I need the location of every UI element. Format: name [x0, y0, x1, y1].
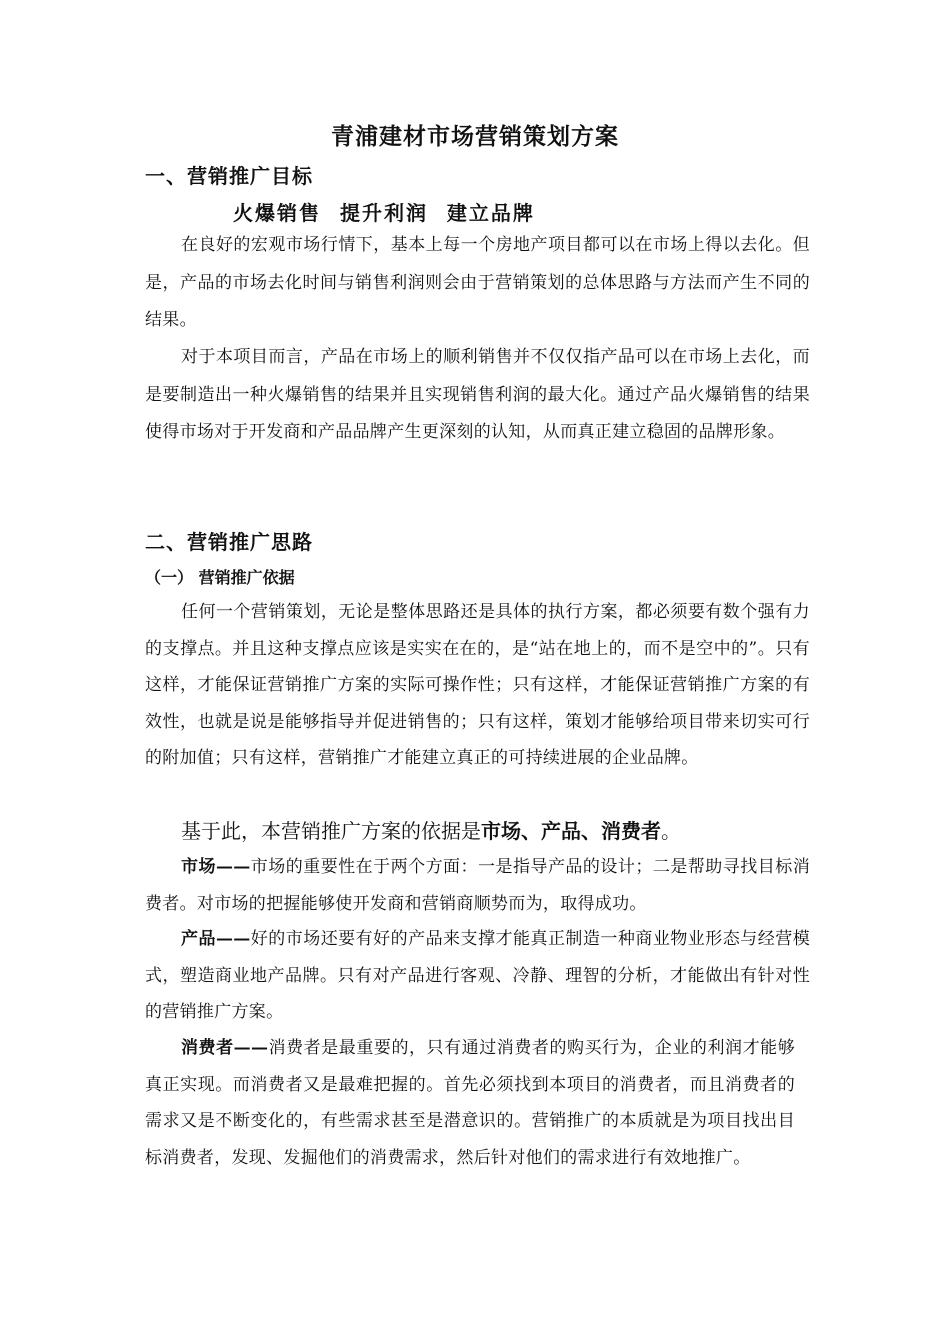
document-title: 青浦建材市场营销策划方案 [331, 123, 619, 150]
consumer-label: 消费者—— [181, 1038, 269, 1058]
product-label: 产品—— [181, 929, 251, 949]
basis-statement [181, 815, 681, 844]
basis-prefix: 基于此，本营销推广方案的依据是 [181, 819, 481, 843]
consumer-paragraph [145, 1030, 795, 1176]
section-1-slogan: 火爆销售 提升利润 建立品牌 [233, 201, 535, 225]
product-text: 好的市场还要有好的产品来支撑才能真正制造一种商业物业形态与经营模式，塑造商业地产品牌。只有对产品进行客观、冷静、理智的分析，才能做出有针对性的营销推广方案。 [145, 929, 810, 1022]
section-1-paragraph-2: 对于本项目而言，产品在市场上的顺利销售并不仅仅指产品可以在市场上去化，而是要制造出一种火爆销售的结果并且实现销售利润的最大化。通过产品火爆销售的结果使得市场对于开发商和产品品牌产生更深刻的认知，从而真正建立稳固的品牌形象。 [145, 347, 810, 442]
basis-suffix: 。 [661, 819, 681, 843]
section-2-heading: 二、营销推广思路 [145, 530, 313, 554]
basis-bold: 市场、产品、消费者 [481, 819, 661, 843]
market-text: 市场的重要性在于两个方面：一是指导产品的设计；二是帮助寻找目标消费者。对市场的把握能够使开发商和营销商顺势而为，取得成功。 [145, 857, 810, 914]
section-1-paragraph-1: 在良好的宏观市场行情下，基本上每一个房地产项目都可以在市场上得以去化。但是，产品的市场去化时间与销售利润则会由于营销策划的总体思路与方法而产生不同的结果。 [145, 235, 810, 330]
section-2-paragraph-1: 任何一个营销策划，无论是整体思路还是具体的执行方案，都必须要有数个强有力的支撑点。并且这种支撑点应该是实实在在的，是“站在地上的，而不是空中的”。只有这样，才能保证营销推广方案的实际可操作性；只有这样，才能保证营销推广方案的有效性，也就是说是能够指导并促进销售的；只有这样，策划才能够给项目带来切实可行的附加值；只有这样，营销推广才能建立真正的可持续进展的企业品牌。 [145, 602, 810, 768]
market-paragraph [145, 849, 810, 922]
market-label: 市场—— [181, 857, 251, 877]
section-1-heading: 一、营销推广目标 [145, 164, 313, 188]
section-2-subheading-1: （一） 营销推广依据 [145, 568, 295, 587]
product-paragraph [145, 921, 810, 1031]
consumer-text: 消费者是最重要的，只有通过消费者的购买行为，企业的利润才能够真正实现。而消费者又是最难把握的。首先必须找到本项目的消费者，而且消费者的需求又是不断变化的，有些需求甚至是潜意识的。营销推广的本质就是为项目找出目标消费者，发现、发掘他们的消费需求，然后针对他们的需求进行有效地推广。 [145, 1038, 796, 1168]
